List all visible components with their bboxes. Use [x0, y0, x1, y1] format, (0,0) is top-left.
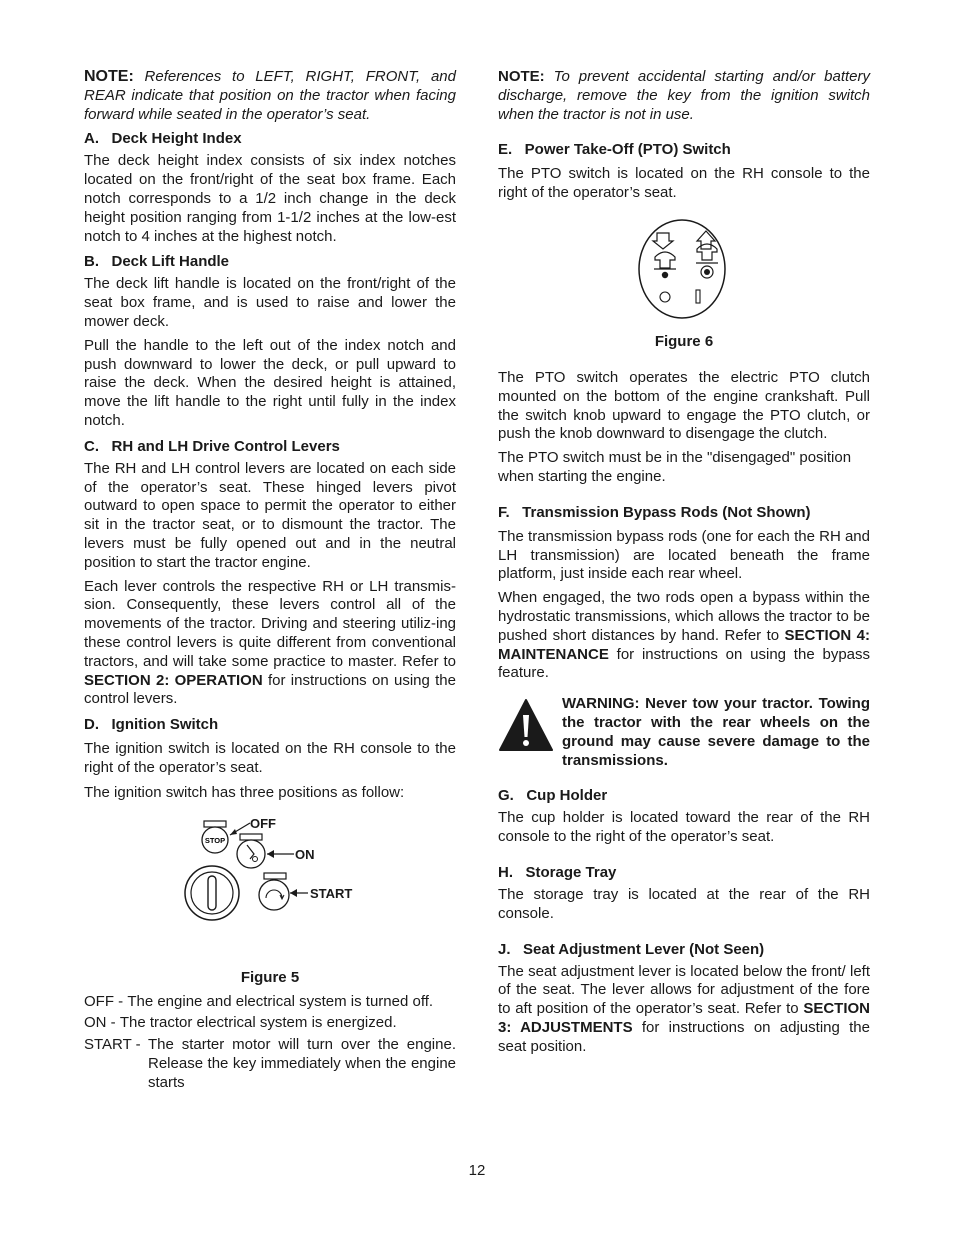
heading-ignition-switch: D. Ignition Switch: [84, 716, 219, 734]
def-start-term: START -: [84, 1036, 145, 1054]
warning-block: [498, 695, 870, 770]
drive-levers-body-2-text: Each lever controls the respective RH or LH transmis-sion. Consequently, these levers control all of the movements of the tractor. Driving and steering utiliz-ing these control levers is quite different from conventional tractors, and will take some practice to master. Refer to: [84, 577, 456, 670]
seat-adjustment-text: The seat adjustment lever is located below the front/ left of the seat. The lever allows for adjustment of the fore to aft position of the operator’s seat. Refer to: [498, 962, 870, 1018]
drive-levers-body-2: [84, 578, 456, 710]
pto-body-2: The PTO switch operates the electric PTO clutch mounted on the bottom of the engine crankshaft. Pull the switch knob upward to engage the PTO clutch, or push the knob downward to disengage the clutch.: [498, 368, 870, 443]
note-key-removal: [498, 68, 870, 124]
figure-6: [498, 217, 870, 321]
cup-holder-body: The cup holder is located toward the rear of the RH console to the right of the operator’s seat.: [498, 809, 870, 846]
left-column: [84, 68, 456, 1095]
bypass-body-2-tail: for instructions on using the bypass feature.: [498, 645, 870, 682]
note-text-right: To prevent accidental starting and/or battery discharge, remove the key from the ignition switch when the tractor is not in use.: [498, 68, 870, 123]
note-label: NOTE:: [84, 68, 134, 85]
page-number: 12: [468, 1162, 486, 1179]
section-2-reference: SECTION 2: OPERATION: [84, 671, 263, 689]
pto-body-1: The PTO switch is located on the RH console to the right of the operator’s seat.: [498, 165, 870, 202]
figure-5-caption: Figure 5: [240, 968, 300, 986]
warning-text: WARNING: Never tow your tractor. Towing the tractor with the rear wheels on the ground may cause severe damage to the transmissions.: [562, 695, 870, 769]
heading-drive-control-levers: C. RH and LH Drive Control Levers: [84, 437, 340, 455]
heading-transmission-bypass-rods: F. Transmission Bypass Rods (Not Shown): [498, 503, 811, 521]
note-label-right: NOTE:: [498, 68, 545, 85]
note-text: References to LEFT, RIGHT, FRONT, and REAR indicate that position on the tractor when facing forward while seated in the operator’s seat.: [84, 68, 456, 123]
bypass-body-2: [498, 589, 870, 683]
def-on-body: The tractor electrical system is energized.: [119, 1014, 397, 1032]
heading-deck-lift-handle: B. Deck Lift Handle: [84, 253, 230, 271]
def-on: [84, 1014, 456, 1033]
heading-cup-holder: G. Cup Holder: [498, 787, 608, 805]
heading-seat-adjustment-lever: J. Seat Adjustment Lever (Not Seen): [498, 940, 765, 958]
pto-body-3: The PTO switch must be in the "disengaged" position when starting the engine.: [498, 449, 852, 485]
note-orientation: [84, 68, 456, 124]
figure-5: [84, 813, 456, 963]
stop-text: STOP: [204, 835, 226, 845]
def-on-term: ON -: [84, 1014, 120, 1032]
deck-lift-body-2: Pull the handle to the left out of the index notch and push downward to lower the deck, or pull upward to raise the deck. When the desired height is attained, move the lift handle to the right until fully in the index notch.: [84, 336, 456, 429]
heading-storage-tray: H. Storage Tray: [498, 863, 617, 881]
right-column: [498, 68, 870, 1062]
warning-triangle-icon: [498, 697, 554, 753]
seat-adjustment-tail: for instructions on adjusting the seat position.: [498, 1018, 870, 1055]
heading-deck-height-index: A. Deck Height Index: [84, 130, 242, 148]
on-label: ON: [295, 846, 315, 862]
def-off-term: OFF -: [84, 992, 128, 1010]
off-label: OFF: [250, 815, 276, 831]
section-3-reference: SECTION 3: ADJUSTMENTS: [498, 1000, 870, 1036]
ignition-body-2: The ignition switch has three positions as follow:: [84, 783, 405, 801]
ignition-body-1: The ignition switch is located on the RH console to the right of the operator’s seat.: [84, 740, 456, 776]
seat-adjustment-body: [498, 963, 870, 1057]
deck-lift-body-1: The deck lift handle is located on the front/right of the seat box frame, and is used to raise and lower the mower deck.: [84, 275, 456, 330]
deck-height-body: The deck height index consists of six index notches located on the front/right of the seat box frame. Each notch corresponds to a 1/2 inch change in the deck height position ranging from 1-1/2 inches at the low-est notch to 4 inches at the highest notch.: [84, 152, 456, 245]
bypass-body-1: The transmission bypass rods (one for each the RH and LH transmission) are located beneath the frame platform, just inside each rear wheel.: [498, 527, 870, 583]
def-start-body: The starter motor will turn over the engine. Release the key immediately when the engine starts: [148, 1036, 456, 1091]
def-off-body: The engine and electrical system is turned off.: [127, 992, 434, 1010]
section-4-reference: SECTION 4: MAINTENANCE: [498, 626, 870, 663]
def-start: [84, 1036, 456, 1092]
drive-levers-body-2-tail: for instructions on using the control levers.: [84, 671, 456, 708]
pto-switch-diagram-icon: [498, 217, 870, 321]
storage-tray-body: The storage tray is located at the rear of the RH console.: [498, 885, 870, 922]
bypass-body-2-text: When engaged, the two rods open a bypass within the hydrostatic transmissions, which allows the tractor to be pushed short distances by hand. Refer to: [498, 589, 870, 644]
ignition-switch-diagram-icon: [84, 813, 456, 963]
start-label: START: [310, 885, 353, 901]
heading-pto-switch: E. Power Take-Off (PTO) Switch: [498, 141, 731, 159]
drive-levers-body-1: The RH and LH control levers are located on each side of the operator’s seat. These hinged levers pivot outward to open space to permit the operator to either sit in the tractor seat, or to dismount the tractor. The levers must be fully opened out and in the neutral position to start the tractor engine.: [84, 459, 456, 571]
figure-6-caption: Figure 6: [654, 332, 714, 350]
def-off: [84, 993, 456, 1012]
